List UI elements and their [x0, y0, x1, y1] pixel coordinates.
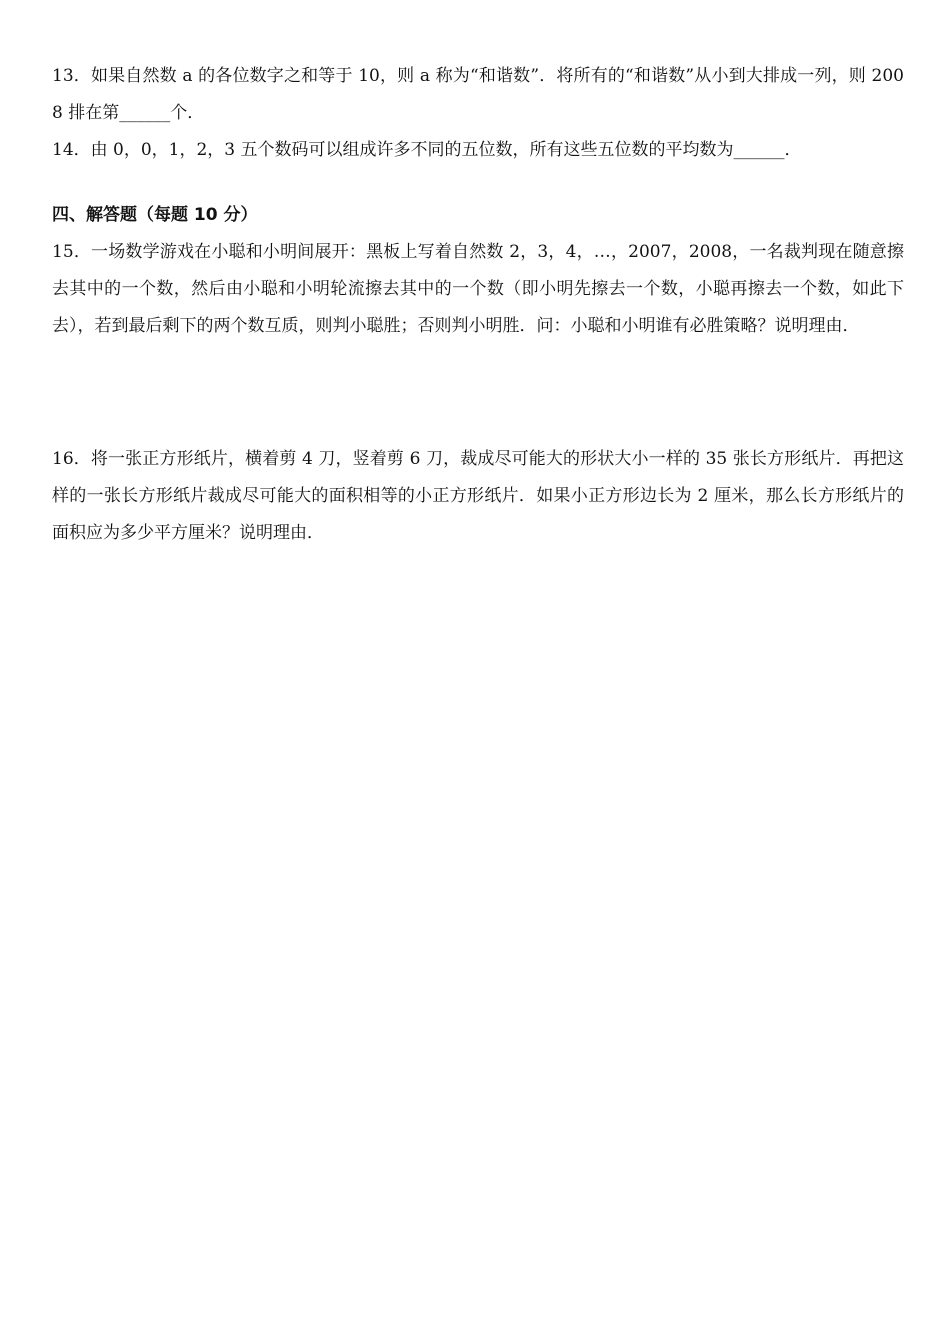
document-page [52, 58, 904, 552]
question-13: 13．如果自然数 a 的各位数字之和等于 10，则 a 称为“和谐数”．将所有的“和谐数”从小到大排成一列，则 2008 排在第______个． [52, 66, 904, 123]
question-14: 14．由 0，0，1，2，3 五个数码可以组成许多不同的五位数，所有这些五位数的平均数为______． [52, 140, 802, 160]
question-15: 15．一场数学游戏在小聪和小明间展开：黑板上写着自然数 2，3，4，…，2007，2008，一名裁判现在随意擦去其中的一个数，然后由小聪和小明轮流擦去其中的一个数（即小明先擦去一个数，小聪再擦去一个数，如此下去），若到最后剩下的两个数互质，则判小聪胜；否则判小明胜．问：小聪和小明谁有必胜策略？说明理由． [52, 242, 904, 336]
section-title: 四、解答题（每题 10 分） [52, 205, 258, 225]
spacer [52, 169, 904, 197]
question-16: 16．将一张正方形纸片，横着剪 4 刀，竖着剪 6 刀，裁成尽可能大的形状大小一样的 35 张长方形纸片．再把这样的一张长方形纸片裁成尽可能大的面积相等的小正方形纸片．如果小正方形边长为 2 厘米，那么长方形纸片的面积应为多少平方厘米？说明理由． [52, 449, 904, 543]
answer-space [52, 345, 904, 441]
